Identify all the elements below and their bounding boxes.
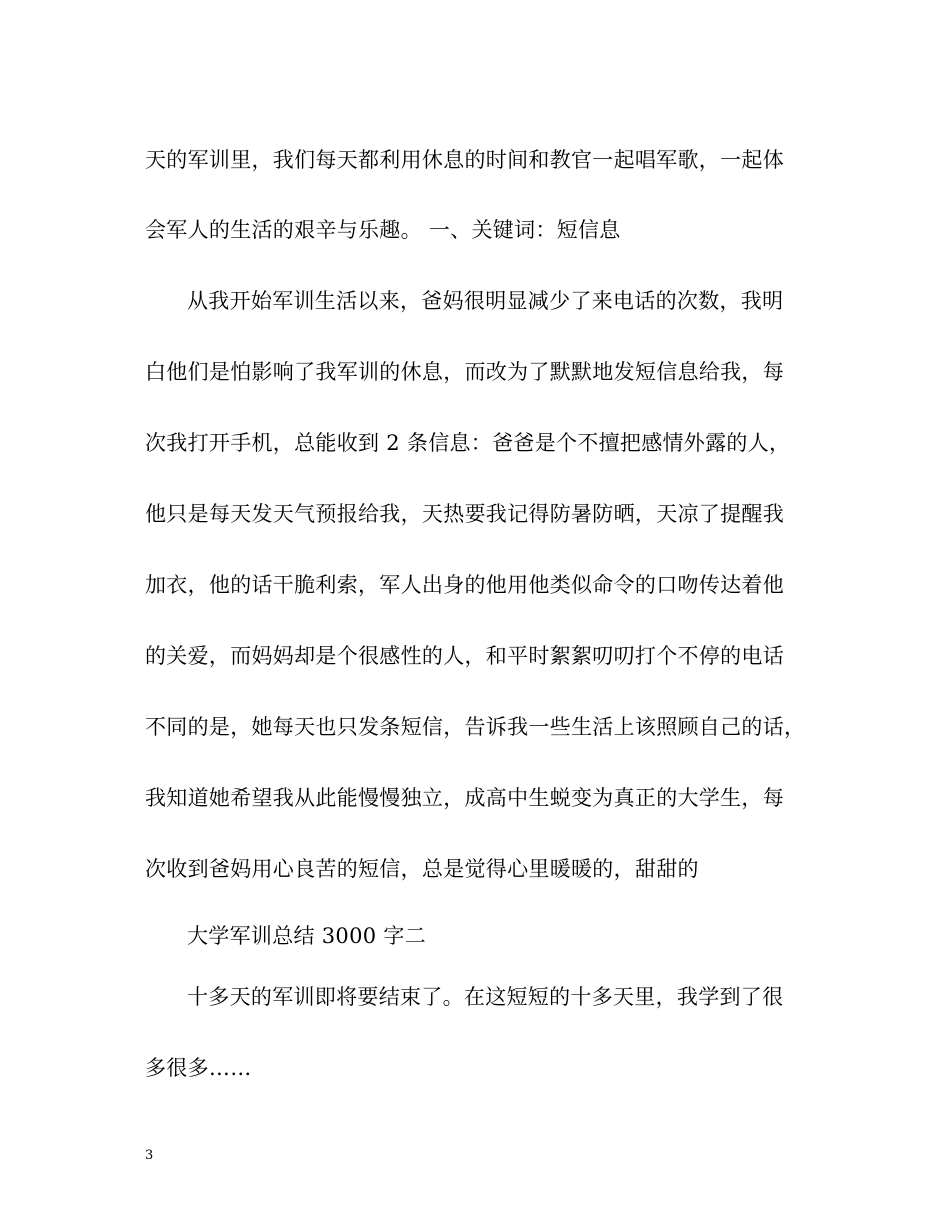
text-line: 会军人的生活的艰辛与乐趣。 一、关键词：短信息 [145,218,621,242]
text-line: 多很多…… [145,1056,252,1080]
text-line: 加衣，他的话干脆利索，军人出身的他用他类似命令的口吻传达着他 [145,573,784,597]
text-line: 不同的是，她每天也只发条短信，告诉我一些生活上该照顾自己的话， [145,715,806,739]
text-line: 天的军训里，我们每天都利用休息的时间和教官一起唱军歌，一起体 [145,148,784,172]
text-line: 的关爱，而妈妈却是个很感性的人，和平时絮絮叨叨打个不停的电话 [145,644,784,668]
section-heading: 大学军训总结 3000 字二 [187,924,426,948]
text-line: 白他们是怕影响了我军训的休息，而改为了默默地发短信息给我，每 [145,360,784,384]
text-line: 次收到爸妈用心良苦的短信，总是觉得心里暖暖的，甜甜的 [145,857,699,881]
page-number: 3 [145,1148,154,1163]
text-line: 他只是每天发天气预报给我，天热要我记得防暑防晒，天凉了提醒我 [145,502,784,526]
text-line: 十多天的军训即将要结束了。在这短短的十多天里，我学到了很 [187,985,784,1009]
text-line: 次我打开手机，总能收到 2 条信息：爸爸是个不擅把感情外露的人， [145,431,791,455]
text-line: 从我开始军训生活以来，爸妈很明显减少了来电话的次数，我明 [187,289,784,313]
text-line: 我知道她希望我从此能慢慢独立，成高中生蜕变为真正的大学生，每 [145,786,784,810]
